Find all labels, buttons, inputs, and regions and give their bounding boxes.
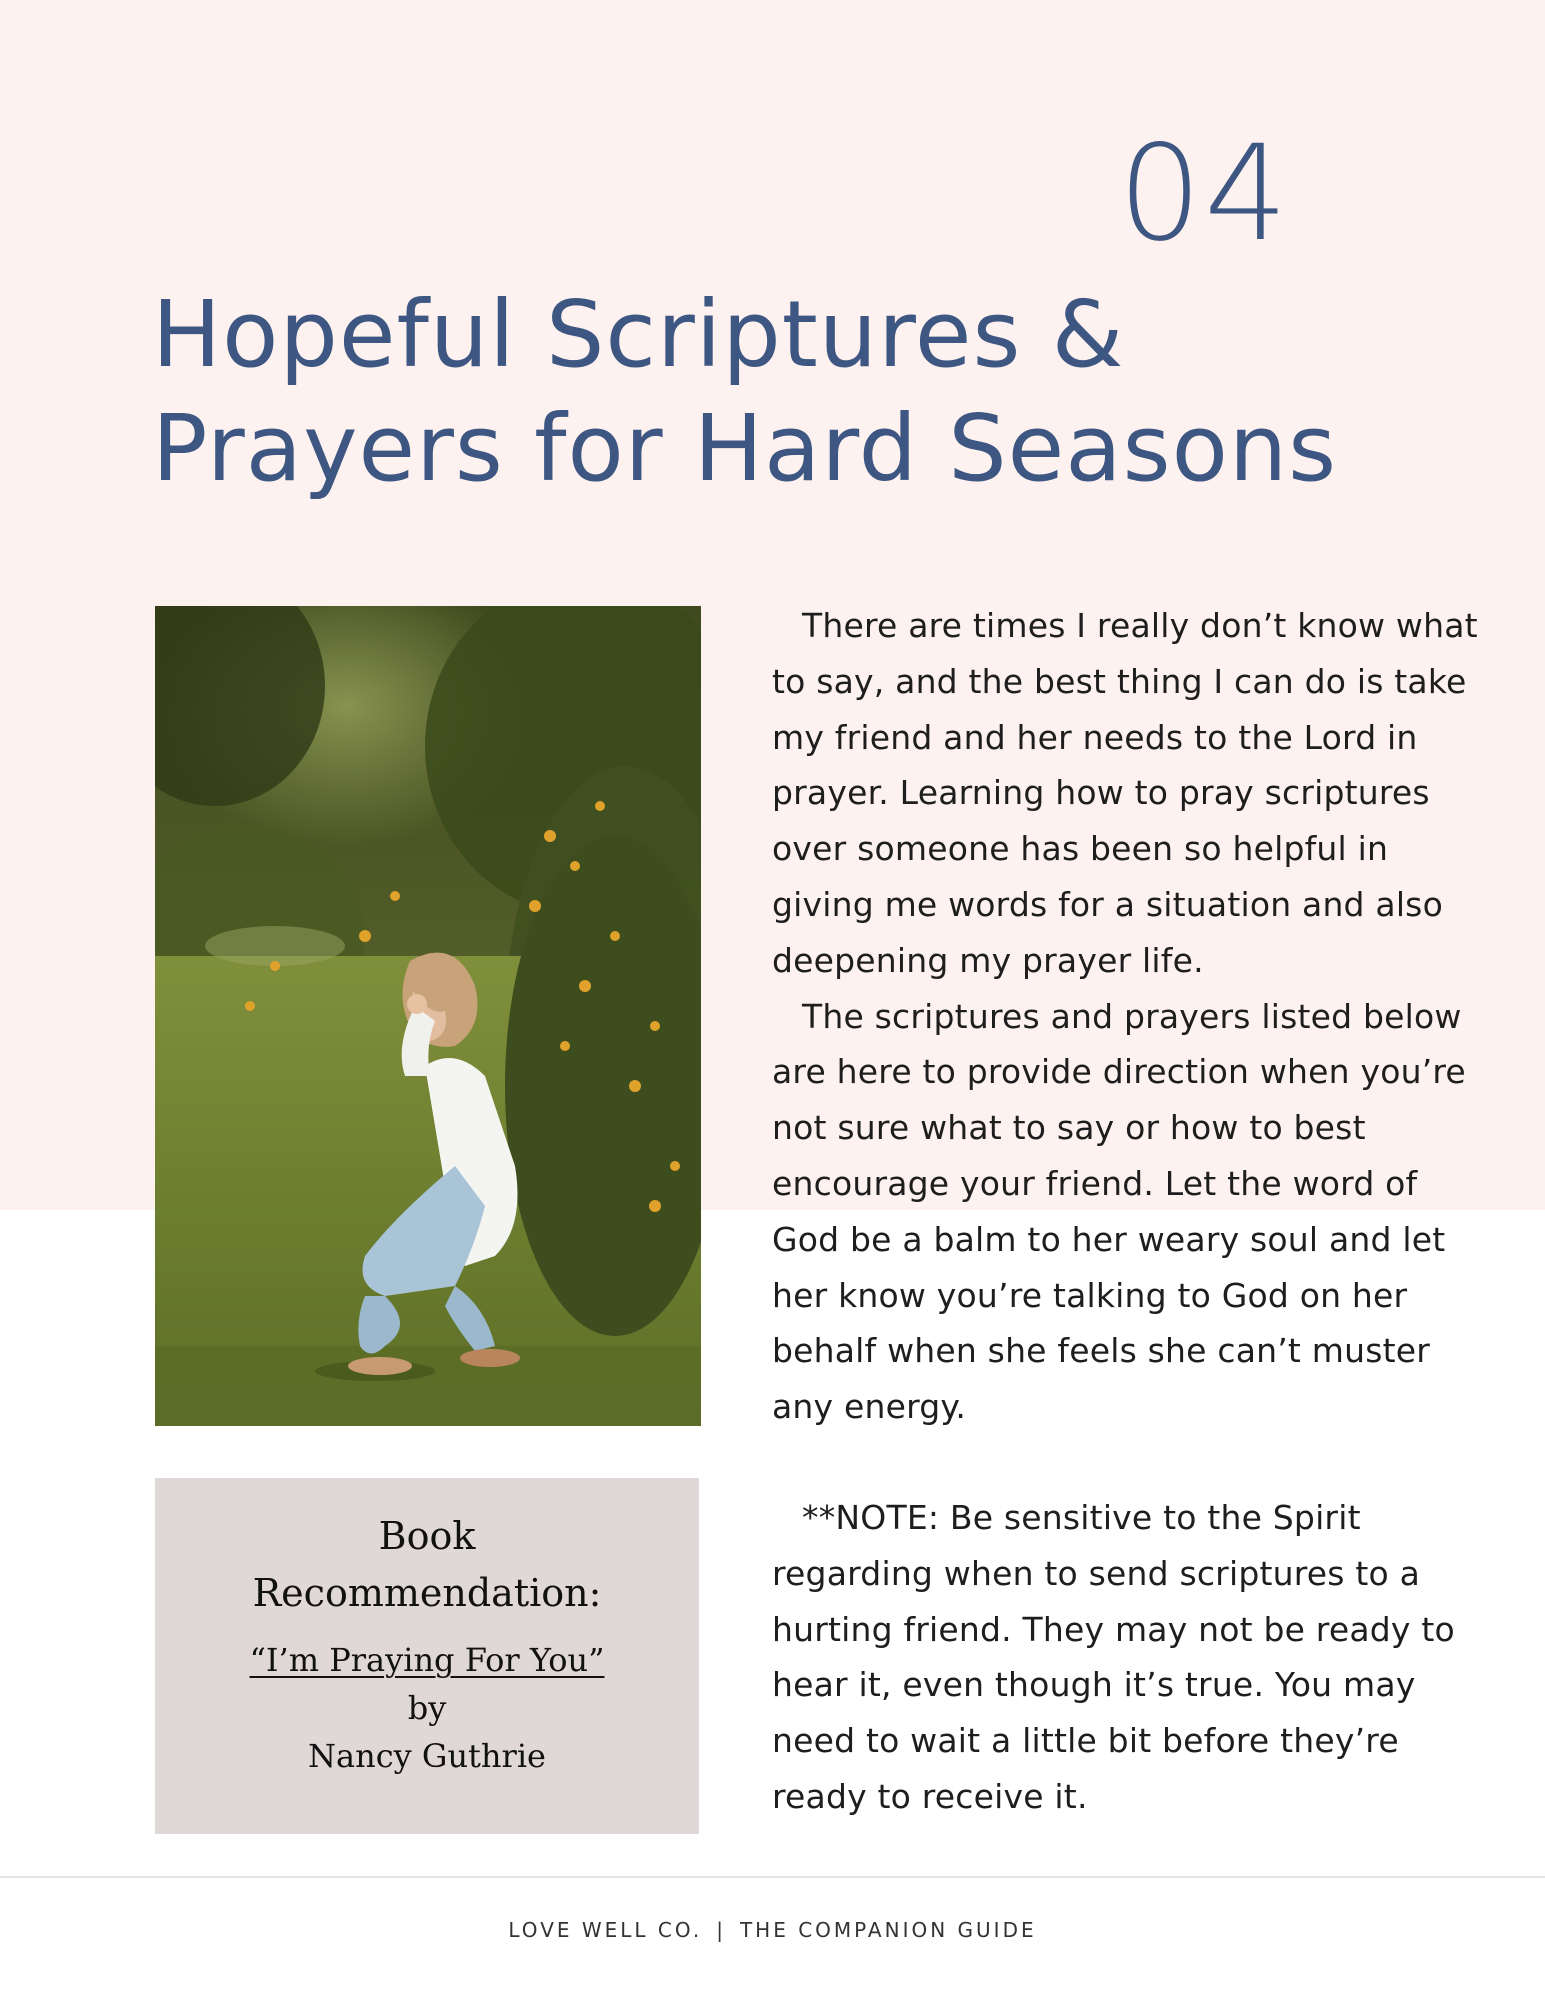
chapter-number: 04: [1118, 117, 1290, 271]
book-heading-line-1: Book: [378, 1514, 476, 1558]
intro-paragraph-2: The scriptures and prayers listed below are here to provide direction when you’re not sure what to say or how to best encourage your friend. Let the word of God be a balm to her weary soul and let her know you’re talking to God on her behalf when she feels she can’t muster any energy.: [772, 996, 1466, 1427]
page-title: [152, 278, 1482, 506]
body-text: [772, 598, 1492, 1825]
book-recommendation-box: [155, 1478, 699, 1834]
footer: [0, 1918, 1545, 1942]
footer-separator: |: [716, 1918, 726, 1942]
woman-kneeling-photo: [155, 606, 701, 1426]
footer-divider: [0, 1876, 1545, 1878]
book-by: by: [407, 1689, 447, 1727]
footer-guide-name: THE COMPANION GUIDE: [739, 1918, 1037, 1942]
book-title: “I’m Praying For You”: [249, 1641, 605, 1679]
footer-brand: LOVE WELL CO.: [508, 1918, 703, 1942]
book-author: Nancy Guthrie: [308, 1737, 546, 1775]
note-paragraph: **NOTE: Be sensitive to the Spirit regarding when to send scriptures to a hurting friend. They may not be ready to hear it, even though it’s true. You may need to wait a little bit before they’re ready to receive it.: [772, 1497, 1455, 1816]
title-line-1: Hopeful Scriptures &: [152, 281, 1125, 388]
title-line-2: Prayers for Hard Seasons: [152, 395, 1338, 502]
book-recommendation-heading: [155, 1508, 699, 1622]
book-heading-line-2: Recommendation:: [252, 1571, 602, 1615]
intro-paragraph-1: There are times I really don’t know what to say, and the best thing I can do is take my friend and her needs to the Lord in prayer. Learning how to pray scriptures over someone has been so helpful in giving me words for a situation and also deepening my prayer life.: [772, 606, 1478, 980]
